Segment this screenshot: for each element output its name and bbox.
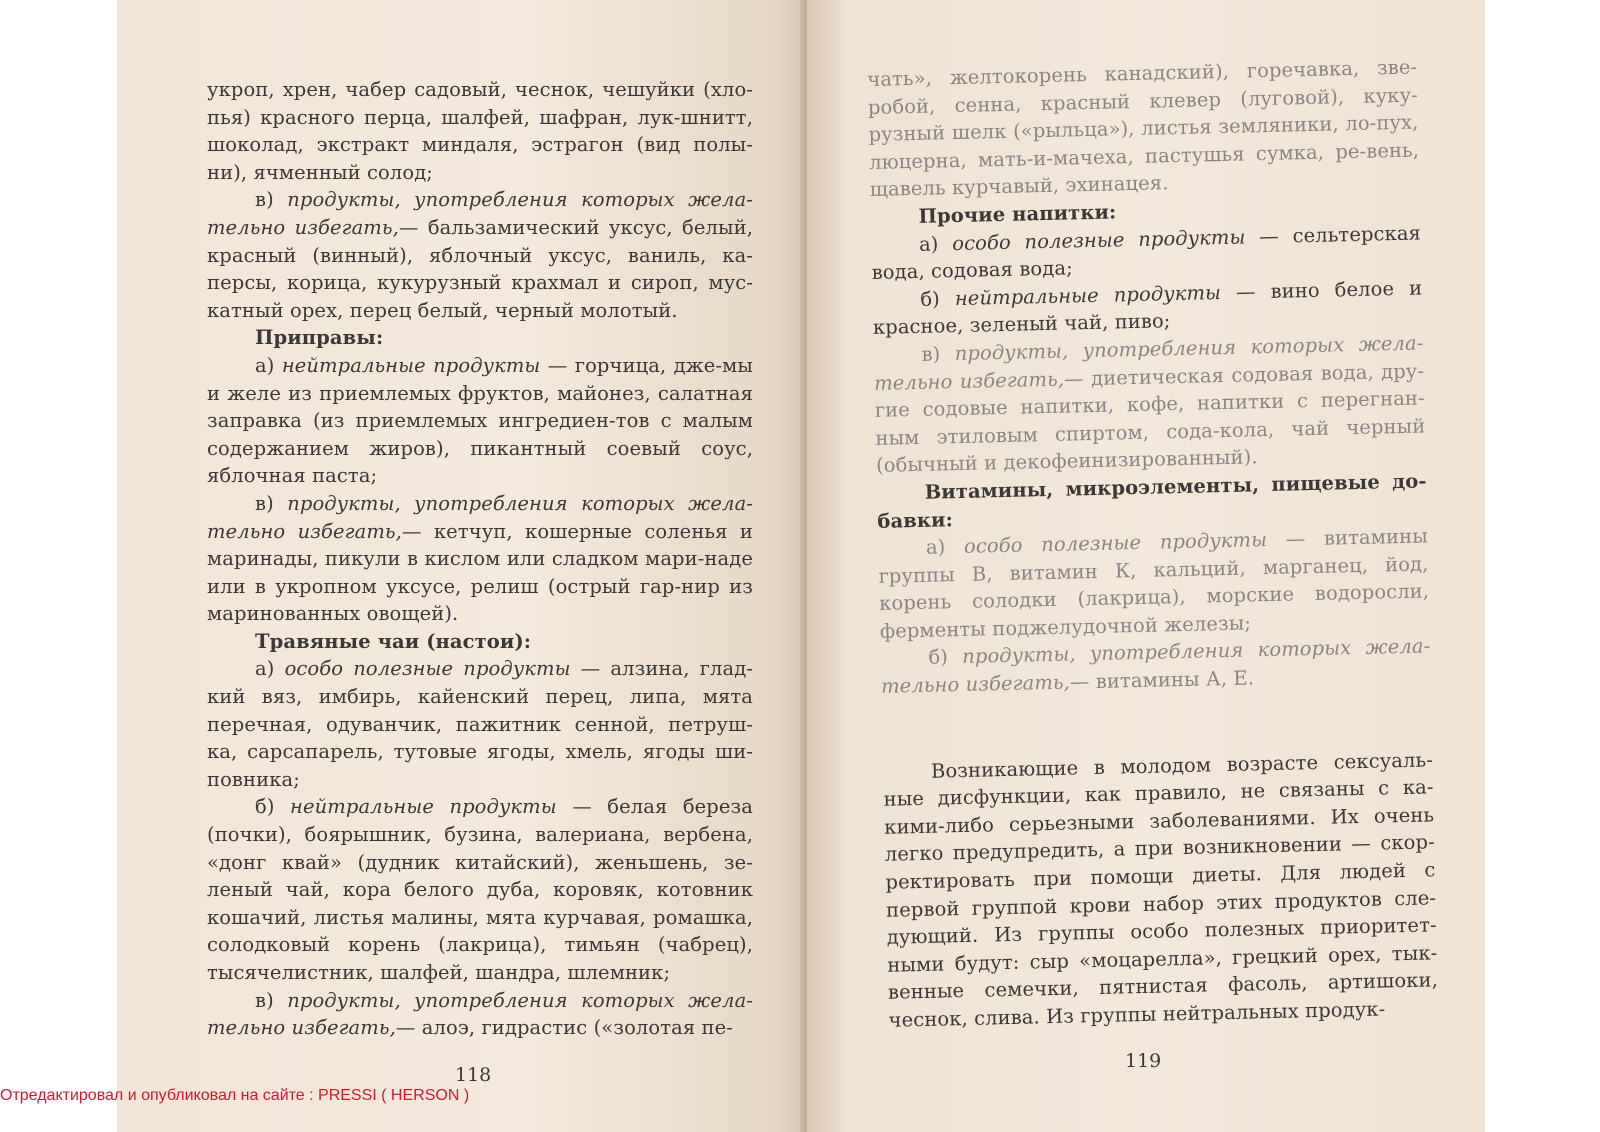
drinks-beneficial-item: а) особо полезные продукты — сельтерская вода, содовая вода; — [871, 221, 1422, 285]
category-label: продукты, употребления которых жела-тельно избегать, — [207, 188, 753, 239]
line-2: пья) красного перца, шалфей, шафран, лук-шнитт, — [207, 105, 753, 129]
closing-paragraph: Возникающие в молодом возрасте сексуаль-ные дисфункции, как правило, не связаны с ка-кими-либо серьезными заболеваниями. Их очень легко предупредить, а при возникновении — скор-ректировать при помощи диеты. Для людей с первой группой крови набор этих продуктов сле-дующий. Из группы особо полезных приоритет-ными будут: сыр «моцарелла», грецкий орех, тык-венные семечки, пятнистая фасоль, артишоки, чеснок, слива. Из группы нейтральных продук- — [883, 747, 1439, 1032]
spices-avoid-item: в) продукты, употребления которых жела-тельно избегать,— кетчуп, кошерные соленья и маринады, пикули в кислом или сладком мари-наде или в укропном уксусе, релиш (острый гар-нир из маринованных овощей). — [207, 491, 753, 626]
publisher-credit: Отредактировал и опубликовал на сайте : PRESSI ( HERSON ) — [0, 1087, 470, 1104]
drinks-avoid-item: в) продукты, употребления которых жела-тельно избегать,— диетическая содовая вода, дру-гие содовые напитки, кофе, напитки с перегнан-ным этиловым спиртом, сода-кола, чай черный (обычный и декофеинизированный). — [873, 331, 1426, 478]
book-spread — [117, 0, 1485, 1132]
line-1: укроп, хрен, чабер садовый, чеснок, чешуйки (хло- — [207, 78, 753, 101]
page-number-left: 118 — [455, 1064, 492, 1086]
category-label: особо полезные продукты — [284, 657, 571, 681]
category-label: особо полезные продукты — [963, 528, 1268, 559]
avoid-spices-item: в) продукты, употребления которых жела-тельно избегать,— бальзамический уксус, белый, красный (винный), яблочный уксус, ваниль, ка-персы, корица, кукурузный крахмал и сироп, мус-катный орех, перец белый, черный молотый. — [207, 188, 753, 322]
vitamins-beneficial-item: а) особо полезные продукты — витамины группы В, витамин К, кальций, марганец, йод, корень солодки (лакрица), морские водоросли, ферменты поджелудочной железы; — [878, 524, 1430, 643]
section-heading-vitamins: Витамины, микроэлементы, пищевые до-бавки: — [877, 469, 1427, 533]
line-4: ни), ячменный солод; — [207, 160, 433, 184]
category-label: нейтральные продукты — [290, 795, 557, 819]
category-label: нейтральные продукты — [281, 353, 541, 377]
line-3: шоколад, экстракт миндаля, эстрагон (вид полы- — [207, 133, 753, 157]
tea-neutral-item: б) нейтральные продукты — белая береза (почки), боярышник, бузина, валериана, вербена, «донг квай» (дудник китайский), женьшень, зе-леный чай, кора белого дуба, коровяк, котовник кошачий, листья малины, мята курчавая, ромашка, солодковый корень (лакрица), тимьян (чабрец), тысячелистник, шалфей, шандра, шлемник; — [207, 795, 753, 984]
section-heading-other-drinks: Прочие напитки: — [918, 200, 1117, 228]
left-page — [117, 0, 807, 1132]
category-label: продукты, употребления которых жела-тельно избегать, — [207, 988, 753, 1040]
right-page-text — [867, 54, 1439, 1035]
section-heading-herbal-teas: Травяные чаи (настои): — [255, 629, 532, 653]
page-number-right: 119 — [1125, 1050, 1162, 1072]
category-label: нейтральные продукты — [954, 280, 1222, 310]
category-label: особо полезные продукты — [951, 225, 1246, 255]
vitamins-avoid-item: б) продукты, употребления которых жела-тельно избегать,— витамины А, Е. — [880, 634, 1431, 698]
opening-lines — [207, 76, 753, 186]
category-label: продукты, употребления которых жела-тельно избегать, — [880, 634, 1431, 698]
continued-text: чать», желтокорень канадский), горечавка, зве-робой, сенна, красный клевер (луговой), куку-рузный шелк («рыльца»), листья земляники, ло-пух, люцерна, мать-и-мачеха, пастушья сумка, ре-вень, щавель курчавый, эхинацея. — [867, 55, 1420, 202]
drinks-neutral-item: б) нейтральные продукты — вино белое и красное, зеленый чай, пиво; — [872, 276, 1423, 340]
section-heading-spices: Приправы: — [255, 326, 384, 350]
tea-avoid-item: в) продукты, употребления которых жела-тельно избегать,— алоэ, гидрастис («золотая пе- — [207, 988, 753, 1040]
category-label: продукты, употребления которых жела-тельно избегать, — [207, 491, 753, 543]
right-page — [807, 0, 1485, 1132]
spices-neutral-item: а) нейтральные продукты — горчица, дже-мы и желе из приемлемых фруктов, майонез, салатная заправка (из приемлемых ингредиен-тов с малым содержанием жиров), пикантный соевый соус, яблочная паста; — [207, 353, 753, 488]
category-label: продукты, употребления которых жела-тельно избегать, — [873, 331, 1424, 395]
tea-beneficial-item: а) особо полезные продукты — алзина, глад-кий вяз, имбирь, кайенский перец, липа, мята перечная, одуванчик, пажитник сенной, петруш-ка, сарсапарель, тутовые ягоды, хмель, ягоды ши-повника; — [207, 657, 753, 791]
closing-section — [883, 746, 1439, 1034]
left-page-text — [207, 76, 753, 1042]
